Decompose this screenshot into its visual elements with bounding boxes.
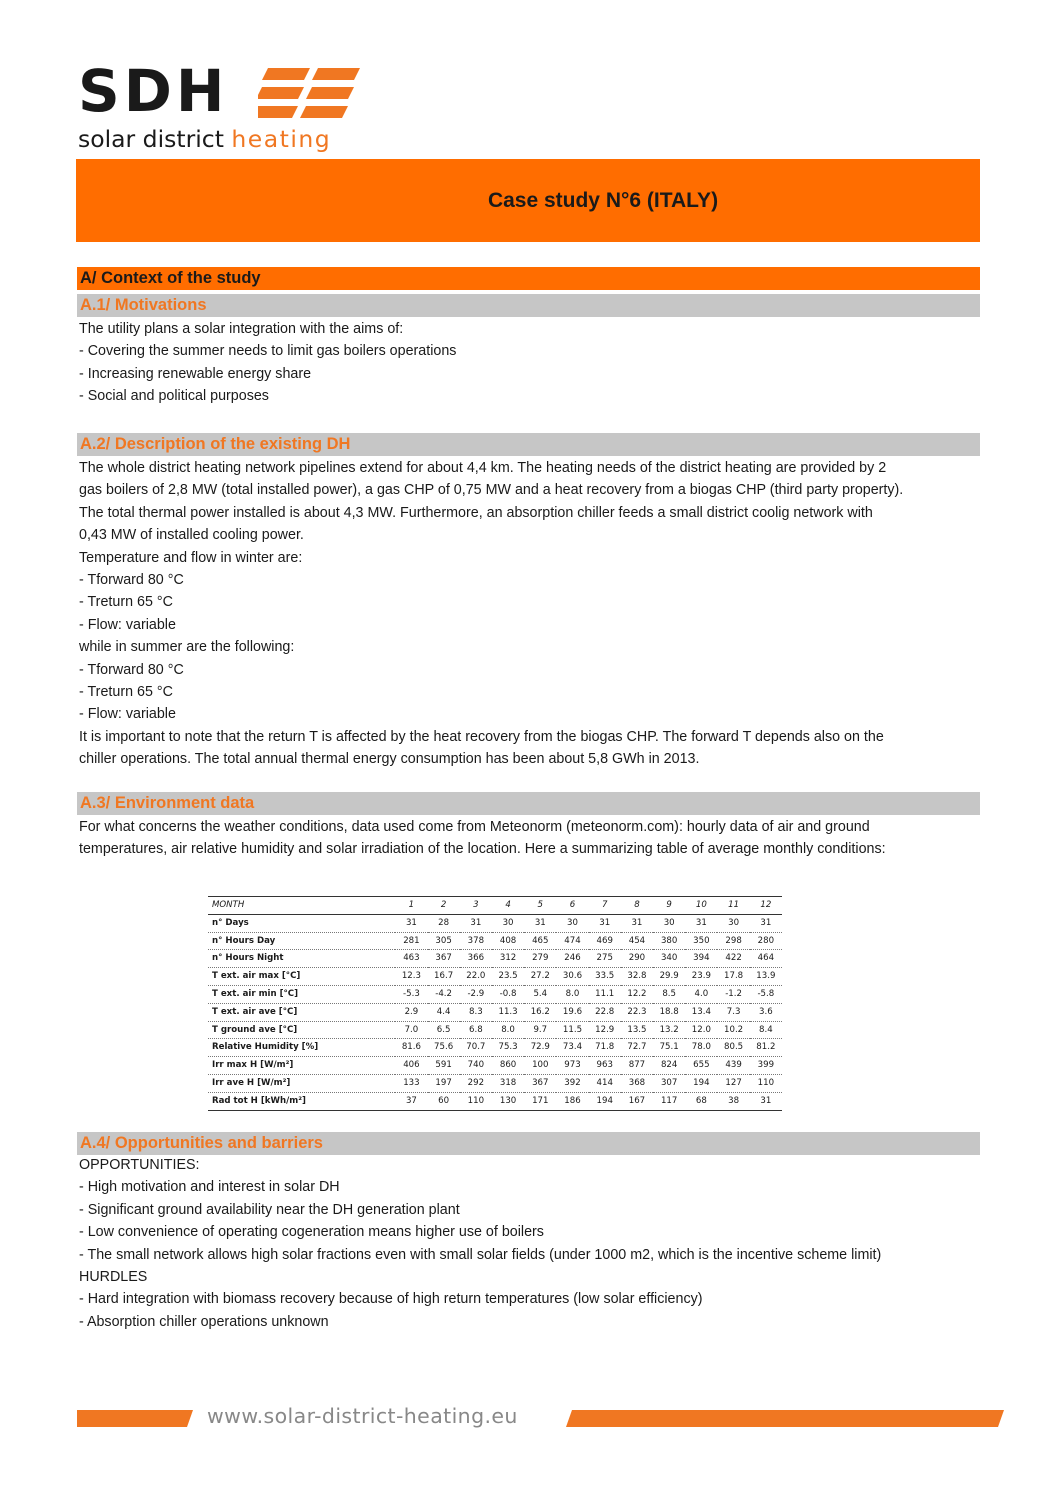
table-cell: 31 — [524, 914, 556, 932]
section-environment-heading: A.3/ Environment data — [77, 792, 980, 815]
text-line: - Treturn 65 °C — [79, 684, 173, 701]
table-cell: 8.3 — [460, 1003, 492, 1021]
logo-wordmark: SDH — [78, 57, 229, 125]
table-cell: 31 — [685, 914, 717, 932]
text-line: - Low convenience of operating cogeneration means higher use of boilers — [79, 1224, 544, 1241]
text-line: - Covering the summer needs to limit gas boilers operations — [79, 343, 457, 360]
month-header: 11 — [717, 897, 749, 915]
text-line: It is important to note that the return T is affected by the heat recovery from the biogas CHP. The forward T depends also on the — [79, 728, 884, 745]
table-cell: 12.2 — [621, 985, 653, 1003]
table-cell: 368 — [621, 1074, 653, 1092]
table-cell: 8.0 — [492, 1021, 524, 1039]
table-cell: 38 — [717, 1092, 749, 1110]
table-cell: 6.8 — [460, 1021, 492, 1039]
month-header: 5 — [524, 897, 556, 915]
table-cell: 454 — [621, 932, 653, 950]
table-cell: 3.6 — [750, 1003, 782, 1021]
title-banner — [76, 159, 980, 242]
table-cell: 465 — [524, 932, 556, 950]
table-cell: 194 — [589, 1092, 621, 1110]
table-cell: 194 — [685, 1074, 717, 1092]
row-label: T ext. air ave [°C] — [208, 1003, 395, 1021]
row-label: Irr max H [W/m²] — [208, 1057, 395, 1075]
table-cell: 127 — [717, 1074, 749, 1092]
table-cell: 474 — [556, 932, 588, 950]
text-line: - Significant ground availability near the DH generation plant — [79, 1201, 460, 1218]
table-cell: 60 — [428, 1092, 460, 1110]
text-line: - The small network allows high solar fractions even with small solar fields (under 1000 m2, which is the incentive scheme limit) — [79, 1246, 882, 1263]
month-header: 10 — [685, 897, 717, 915]
table-cell: 281 — [395, 932, 427, 950]
text-line: OPPORTUNITIES: — [79, 1157, 200, 1173]
text-line: - High motivation and interest in solar DH — [79, 1179, 340, 1196]
table-cell: 80.5 — [717, 1039, 749, 1057]
table-cell: 877 — [621, 1057, 653, 1075]
row-label: T ground ave [°C] — [208, 1021, 395, 1039]
table-cell: 31 — [395, 914, 427, 932]
table-cell: 280 — [750, 932, 782, 950]
table-cell: 279 — [524, 950, 556, 968]
table-row — [208, 1003, 782, 1021]
table-cell: 340 — [653, 950, 685, 968]
text-line: 0,43 MW of installed cooling power. — [79, 527, 304, 544]
table-cell: 72.7 — [621, 1039, 653, 1057]
table-cell: 973 — [556, 1057, 588, 1075]
table-cell: 30 — [717, 914, 749, 932]
existing-dh-text — [79, 457, 984, 771]
table-cell: 4.0 — [685, 985, 717, 1003]
row-label: Relative Humidity [%] — [208, 1039, 395, 1057]
row-label: T ext. air min [°C] — [208, 985, 395, 1003]
row-label: n° Hours Night — [208, 950, 395, 968]
logo-subtitle — [78, 124, 331, 154]
table-cell: 439 — [717, 1057, 749, 1075]
table-cell: 32.8 — [621, 968, 653, 986]
table-cell: 186 — [556, 1092, 588, 1110]
table-row — [208, 1039, 782, 1057]
table-row — [208, 1092, 782, 1110]
table-cell: 110 — [750, 1074, 782, 1092]
table-cell: 28 — [428, 914, 460, 932]
table-cell: 22.0 — [460, 968, 492, 986]
text-line: chiller operations. The total annual thermal energy consumption has been about 5,8 GWh in 2013. — [79, 751, 700, 768]
table-row — [208, 968, 782, 986]
table-cell: 408 — [492, 932, 524, 950]
table-cell: 366 — [460, 950, 492, 968]
table-row — [208, 1057, 782, 1075]
table-cell: 130 — [492, 1092, 524, 1110]
table-row — [208, 950, 782, 968]
table-header-row — [208, 897, 782, 915]
table-cell: 30.6 — [556, 968, 588, 986]
table-body — [208, 914, 782, 1110]
table-cell: 298 — [717, 932, 749, 950]
table-cell: 12.3 — [395, 968, 427, 986]
footer-stripes-icon — [0, 1398, 1058, 1438]
table-cell: 11.3 — [492, 1003, 524, 1021]
table-cell: 29.9 — [653, 968, 685, 986]
month-header: 9 — [653, 897, 685, 915]
text-line: - Absorption chiller operations unknown — [79, 1313, 329, 1330]
table-cell: 13.9 — [750, 968, 782, 986]
table-cell: -5.8 — [750, 985, 782, 1003]
row-label: Irr ave H [W/m²] — [208, 1074, 395, 1092]
month-header: 3 — [460, 897, 492, 915]
table-cell: 30 — [556, 914, 588, 932]
table-row — [208, 985, 782, 1003]
table-cell: 117 — [653, 1092, 685, 1110]
table-cell: 12.9 — [589, 1021, 621, 1039]
table-cell: 81.6 — [395, 1039, 427, 1057]
text-line: - Hard integration with biomass recovery because of high return temperatures (low solar efficiency) — [79, 1291, 703, 1308]
text-line: The whole district heating network pipelines extend for about 4,4 km. The heating needs of the district heating are provided by 2 — [79, 460, 887, 476]
table-cell: -2.9 — [460, 985, 492, 1003]
table-cell: 464 — [750, 950, 782, 968]
text-line: The utility plans a solar integration with the aims of: — [79, 321, 404, 337]
table-row — [208, 1074, 782, 1092]
table-cell: 17.8 — [717, 968, 749, 986]
table-cell: 19.6 — [556, 1003, 588, 1021]
table-cell: 292 — [460, 1074, 492, 1092]
text-line: - Flow: variable — [79, 616, 176, 633]
text-line: - Tforward 80 °C — [79, 572, 184, 589]
text-line: For what concerns the weather conditions, data used come from Meteonorm (meteonorm.com): hourly data of air and ground — [79, 819, 870, 835]
opportunities-text — [79, 1154, 984, 1333]
table-cell: 655 — [685, 1057, 717, 1075]
table-cell: 367 — [524, 1074, 556, 1092]
row-label: n° Days — [208, 914, 395, 932]
motivations-text — [79, 318, 984, 408]
table-row — [208, 914, 782, 932]
table-cell: 70.7 — [460, 1039, 492, 1057]
table-cell: -4.2 — [428, 985, 460, 1003]
table-cell: -1.2 — [717, 985, 749, 1003]
table-cell: 246 — [556, 950, 588, 968]
table-cell: 10.2 — [717, 1021, 749, 1039]
month-header: 12 — [750, 897, 782, 915]
table-cell: 4.4 — [428, 1003, 460, 1021]
month-header: 7 — [589, 897, 621, 915]
table-cell: -5.3 — [395, 985, 427, 1003]
month-header: 1 — [395, 897, 427, 915]
table-cell: 31 — [750, 914, 782, 932]
table-cell: 22.8 — [589, 1003, 621, 1021]
table-cell: 37 — [395, 1092, 427, 1110]
logo-stripes-icon — [258, 64, 368, 122]
table-cell: 307 — [653, 1074, 685, 1092]
table-cell: 469 — [589, 932, 621, 950]
table-cell: 31 — [589, 914, 621, 932]
table-cell: 824 — [653, 1057, 685, 1075]
table-cell: 7.0 — [395, 1021, 427, 1039]
table-cell: 68 — [685, 1092, 717, 1110]
table-cell: 11.5 — [556, 1021, 588, 1039]
table-cell: 100 — [524, 1057, 556, 1075]
table-cell: 23.5 — [492, 968, 524, 986]
table-cell: 591 — [428, 1057, 460, 1075]
table-cell: 740 — [460, 1057, 492, 1075]
logo-subtitle-part2: heating — [231, 125, 332, 153]
text-line: Temperature and flow in winter are: — [79, 549, 303, 566]
table-cell: 12.0 — [685, 1021, 717, 1039]
table-cell: 318 — [492, 1074, 524, 1092]
table-cell: 22.3 — [621, 1003, 653, 1021]
table-row — [208, 1021, 782, 1039]
table-cell: 30 — [653, 914, 685, 932]
table-cell: 463 — [395, 950, 427, 968]
month-header: 2 — [428, 897, 460, 915]
table-cell: 7.3 — [717, 1003, 749, 1021]
table-cell: 2.9 — [395, 1003, 427, 1021]
table-cell: 394 — [685, 950, 717, 968]
table-cell: 110 — [460, 1092, 492, 1110]
table-cell: 350 — [685, 932, 717, 950]
table-cell: 27.2 — [524, 968, 556, 986]
month-header: 6 — [556, 897, 588, 915]
table-cell: 8.4 — [750, 1021, 782, 1039]
table-cell: 312 — [492, 950, 524, 968]
section-existing-dh-heading: A.2/ Description of the existing DH — [77, 433, 980, 456]
text-line: temperatures, air relative humidity and solar irradiation of the location. Here a summarizing table of average monthly conditions: — [79, 841, 886, 858]
table-cell: 171 — [524, 1092, 556, 1110]
table-cell: -0.8 — [492, 985, 524, 1003]
table-cell: 13.4 — [685, 1003, 717, 1021]
table-cell: 23.9 — [685, 968, 717, 986]
table-cell: 305 — [428, 932, 460, 950]
table-cell: 8.5 — [653, 985, 685, 1003]
table-cell: 5.4 — [524, 985, 556, 1003]
table-cell: 406 — [395, 1057, 427, 1075]
table-cell: 378 — [460, 932, 492, 950]
table-cell: 33.5 — [589, 968, 621, 986]
section-context-heading: A/ Context of the study — [77, 267, 980, 290]
text-line: - Increasing renewable energy share — [79, 365, 312, 382]
table-cell: 6.5 — [428, 1021, 460, 1039]
environment-text — [79, 816, 984, 861]
month-header: 4 — [492, 897, 524, 915]
row-label: n° Hours Day — [208, 932, 395, 950]
row-label: Rad tot H [kWh/m²] — [208, 1092, 395, 1110]
table-cell: 367 — [428, 950, 460, 968]
table-cell: 167 — [621, 1092, 653, 1110]
table-cell: 860 — [492, 1057, 524, 1075]
table-cell: 13.2 — [653, 1021, 685, 1039]
footer-website-link[interactable]: www.solar-district-heating.eu — [207, 1404, 518, 1428]
table-cell: 963 — [589, 1057, 621, 1075]
table-cell: 71.8 — [589, 1039, 621, 1057]
sdh-logo — [78, 57, 378, 160]
table-cell: 30 — [492, 914, 524, 932]
table-cell: 31 — [750, 1092, 782, 1110]
table-cell: 9.7 — [524, 1021, 556, 1039]
text-line: - Tforward 80 °C — [79, 661, 184, 678]
table-cell: 75.1 — [653, 1039, 685, 1057]
text-line: - Social and political purposes — [79, 388, 269, 405]
table-cell: 18.8 — [653, 1003, 685, 1021]
table-cell: 392 — [556, 1074, 588, 1092]
text-line: while in summer are the following: — [79, 639, 295, 656]
table-cell: 16.2 — [524, 1003, 556, 1021]
table-row — [208, 932, 782, 950]
month-header: 8 — [621, 897, 653, 915]
table-cell: 75.6 — [428, 1039, 460, 1057]
section-opportunities-heading: A.4/ Opportunities and barriers — [77, 1132, 980, 1155]
table-cell: 275 — [589, 950, 621, 968]
table-cell: 78.0 — [685, 1039, 717, 1057]
table-cell: 13.5 — [621, 1021, 653, 1039]
table-cell: 422 — [717, 950, 749, 968]
table-cell: 11.1 — [589, 985, 621, 1003]
table-cell: 31 — [621, 914, 653, 932]
row-label: T ext. air max [°C] — [208, 968, 395, 986]
table-cell: 16.7 — [428, 968, 460, 986]
table-cell: 72.9 — [524, 1039, 556, 1057]
table-cell: 31 — [460, 914, 492, 932]
text-line: - Treturn 65 °C — [79, 594, 173, 611]
logo-subtitle-part1: solar district — [78, 125, 232, 153]
page-title: Case study N°6 (ITALY) — [487, 188, 719, 212]
table-cell: 73.4 — [556, 1039, 588, 1057]
table-cell: 414 — [589, 1074, 621, 1092]
section-motivations-heading: A.1/ Motivations — [77, 294, 980, 317]
table-cell: 399 — [750, 1057, 782, 1075]
text-line: - Flow: variable — [79, 706, 176, 723]
text-line: gas boilers of 2,8 MW (total installed power), a gas CHP of 0,75 MW and a heat recovery from a biogas CHP (third party property). — [79, 482, 904, 499]
table-cell: 380 — [653, 932, 685, 950]
table-cell: 290 — [621, 950, 653, 968]
text-line: The total thermal power installed is about 4,3 MW. Furthermore, an absorption chiller feeds a small district coolig network with — [79, 504, 873, 521]
table-header-label: MONTH — [208, 897, 395, 915]
text-line: HURDLES — [79, 1269, 148, 1286]
table-cell: 81.2 — [750, 1039, 782, 1057]
table-cell: 8.0 — [556, 985, 588, 1003]
monthly-weather-table — [208, 896, 782, 1111]
table-cell: 75.3 — [492, 1039, 524, 1057]
table-cell: 197 — [428, 1074, 460, 1092]
table-cell: 133 — [395, 1074, 427, 1092]
